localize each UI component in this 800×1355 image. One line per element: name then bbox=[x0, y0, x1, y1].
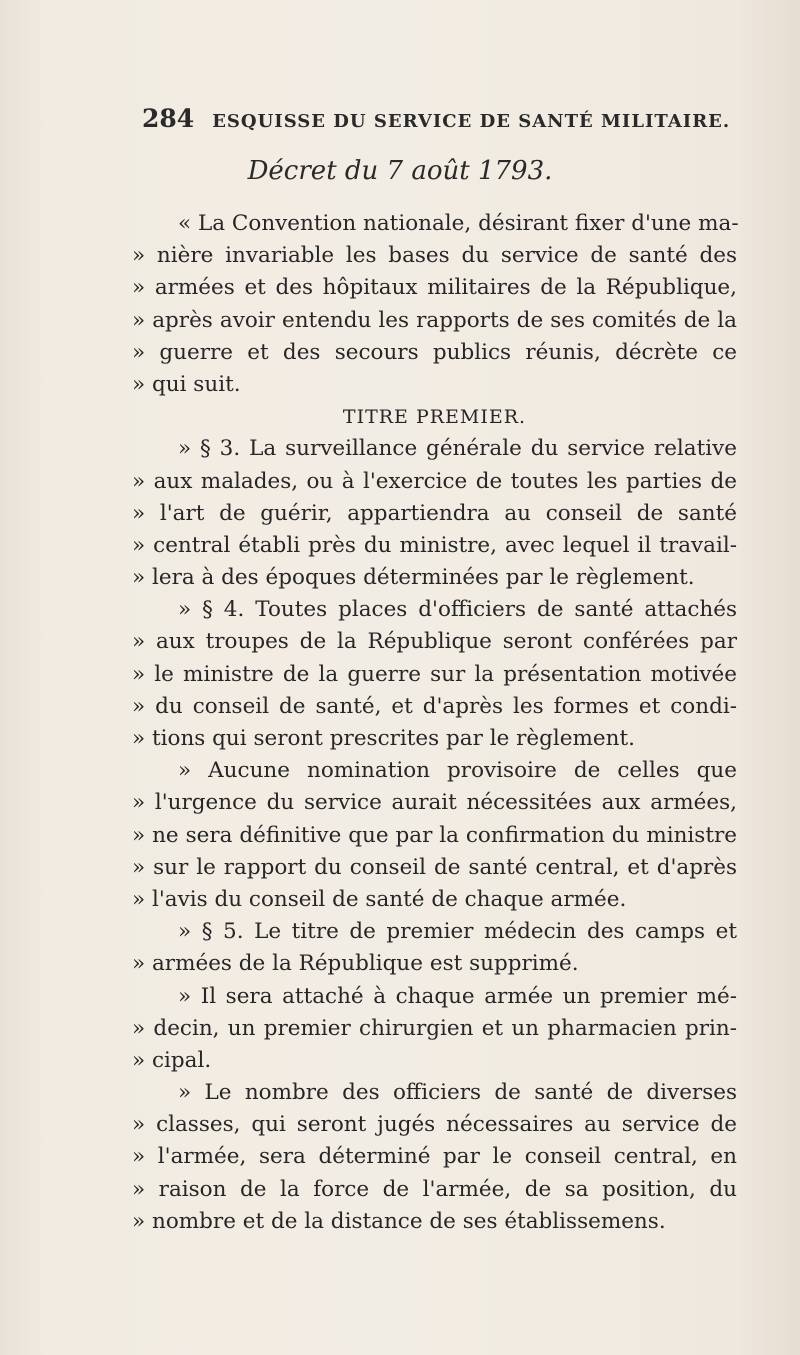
text-line: » § 4. Toutes places d'officiers de santé attachés bbox=[178, 597, 737, 623]
text-line: » decin, un premier chirurgien et un pharmacien prin- bbox=[132, 1015, 737, 1041]
text-line: » § 3. La surveillance générale du service relative bbox=[178, 436, 737, 462]
text-line: » armées et des hôpitaux militaires de la République, bbox=[132, 275, 737, 301]
section-heading: TITRE PREMIER. bbox=[342, 406, 527, 429]
text-line: » ne sera définitive que par la confirmation du ministre bbox=[132, 822, 737, 848]
text-line: » l'avis du conseil de santé de chaque armée. bbox=[132, 886, 627, 912]
text-line: » raison de la force de l'armée, de sa position, du bbox=[132, 1176, 737, 1202]
text-line: » tions qui seront prescrites par le règlement. bbox=[132, 726, 635, 751]
text-line: » du conseil de santé, et d'après les formes et condi- bbox=[132, 693, 737, 719]
text-line: » classes, qui seront jugés nécessaires au service de bbox=[132, 1112, 737, 1138]
text-line: « La Convention nationale, désirant fixer d'une ma- bbox=[178, 211, 739, 236]
text-line: » nombre et de la distance de ses établissemens. bbox=[132, 1208, 666, 1234]
text-line: » Il sera attaché à chaque armée un premier mé- bbox=[178, 983, 737, 1009]
text-line: » qui suit. bbox=[132, 371, 241, 397]
text-line: » l'art de guérir, appartiendra au conseil de santé bbox=[132, 500, 737, 526]
text-line: » aux troupes de la République seront conférées par bbox=[132, 629, 737, 655]
text-line: » l'urgence du service aurait nécessitées aux armées, bbox=[132, 790, 737, 816]
text-line: » Le nombre des officiers de santé de diverses bbox=[178, 1080, 737, 1106]
decree-title: Décret du 7 août 1793. bbox=[247, 156, 553, 186]
text-line: » guerre et des secours publics réunis, décrète ce bbox=[132, 339, 737, 365]
text-line: » l'armée, sera déterminé par le conseil central, en bbox=[132, 1144, 737, 1170]
text-line: » nière invariable les bases du service de santé des bbox=[132, 243, 737, 269]
text-line: » cipal. bbox=[132, 1047, 212, 1073]
text-line: » central établi près du ministre, avec lequel il travail- bbox=[132, 532, 737, 558]
text-line: » § 5. Le titre de premier médecin des camps et bbox=[178, 919, 737, 945]
text-line: » lera à des époques déterminées par le règlement. bbox=[132, 565, 695, 591]
text-line: » aux malades, ou à l'exercice de toutes les parties de bbox=[132, 468, 737, 494]
text-line: » sur le rapport du conseil de santé central, et d'après bbox=[132, 854, 737, 880]
running-header bbox=[142, 104, 731, 133]
text-line: » après avoir entendu les rapports de ses comités de la bbox=[132, 307, 737, 333]
text-line: » Aucune nomination provisoire de celles que bbox=[178, 758, 737, 784]
text-line: » armées de la République est supprimé. bbox=[132, 951, 579, 977]
body-text bbox=[132, 208, 737, 1238]
running-title: ESQUISSE DU SERVICE DE SANTÉ MILITAIRE. bbox=[212, 111, 731, 132]
text-line: » le ministre de la guerre sur la présentation motivée bbox=[132, 661, 737, 687]
page-number: 284 bbox=[142, 104, 195, 133]
